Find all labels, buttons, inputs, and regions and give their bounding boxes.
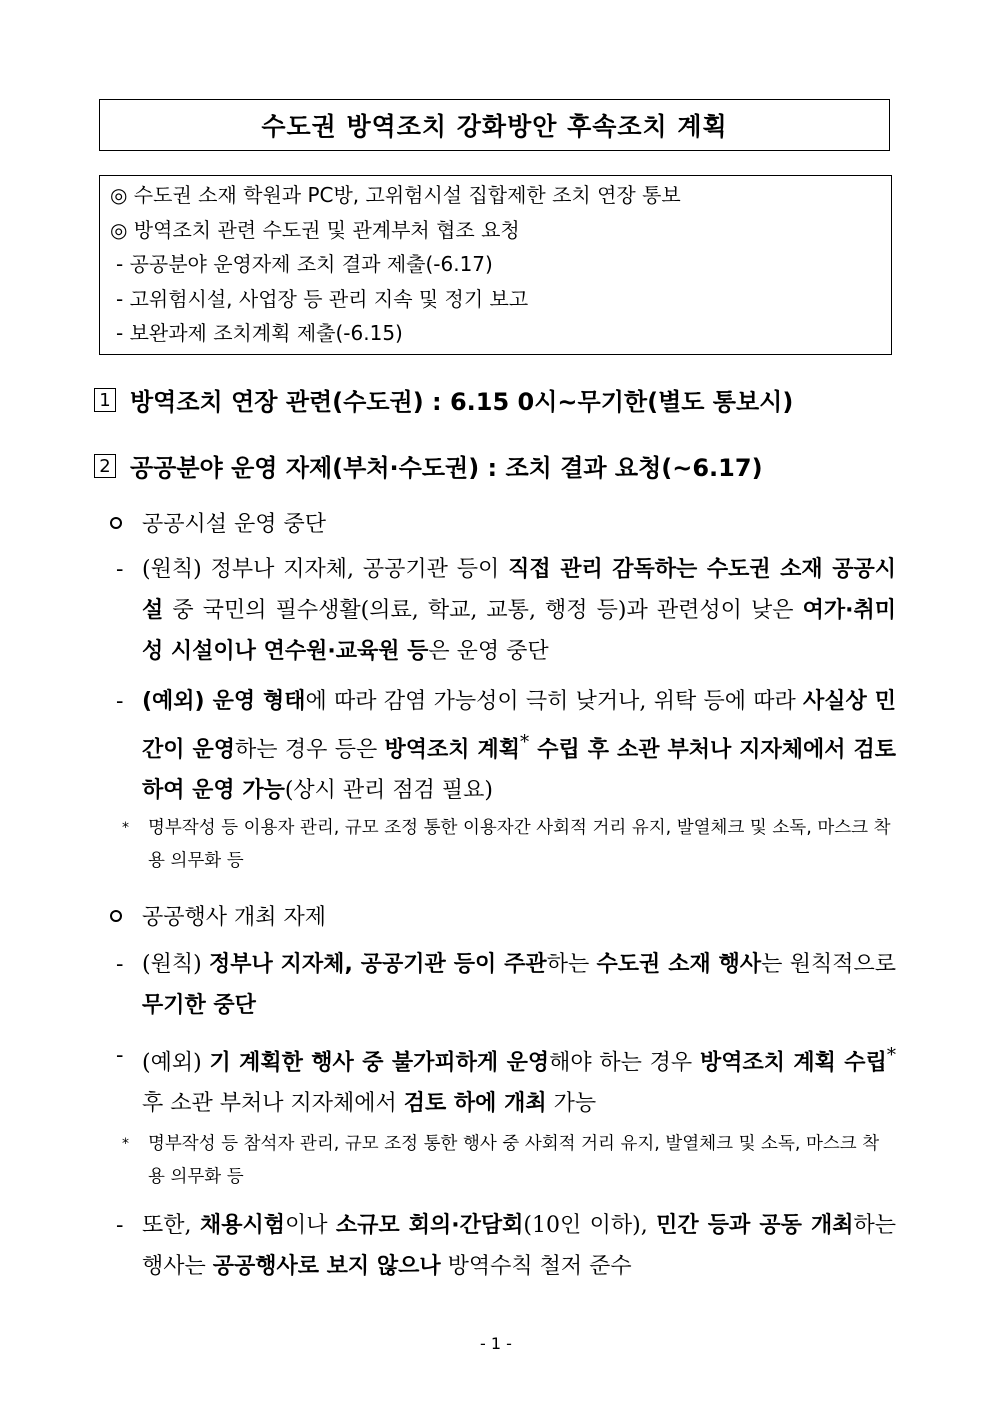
section-title: 방역조치 연장 관련(수도권) : 6.15 0시~무기한(별도 통보시) [130, 388, 794, 416]
item-text: 해야 하는 경우 [549, 1050, 700, 1076]
footnote-text: 명부작성 등 참석자 관리, 규모 조정 통한 행사 중 사회적 거리 유지, 발열체크 및 소독, 마스크 착용 의무화 등 [148, 1134, 880, 1187]
item-emphasis: 방역조치 계획 [384, 737, 521, 763]
list-item [116, 549, 896, 672]
item-text: 은 운영 중단 [428, 639, 549, 664]
footnote-star: * [122, 1136, 129, 1152]
section-heading-1 [94, 382, 793, 417]
item-emphasis: 민간 등과 공동 개최 [656, 1213, 854, 1238]
footnote-mark: * [886, 1045, 896, 1066]
item-emphasis: 방역조치 계획 수립 [699, 1050, 887, 1076]
dash-marker: - [116, 1213, 124, 1238]
item-emphasis: 소규모 회의·간담회 [335, 1213, 524, 1238]
summary-line: - 보완과제 조치계획 제출(-6.15) [116, 321, 403, 345]
item-text: 이나 [284, 1213, 336, 1238]
item-text: 하는 [546, 952, 597, 977]
circle-bullet-icon [110, 910, 122, 922]
document-title: 수도권 방역조치 강화방안 후속조치 계획 [99, 99, 890, 151]
bullet-heading [110, 507, 326, 538]
summary-line: ◎ 방역조치 관련 수도권 및 관계부처 협조 요청 [110, 217, 520, 242]
item-text: 중 국민의 필수생활(의료, 학교, 교통, 행정 등)과 관련성이 낮은 [163, 598, 803, 623]
item-emphasis: 공공행사로 보지 않으나 [212, 1254, 441, 1279]
item-emphasis: (예외) [142, 689, 213, 714]
item-emphasis: 기 계획한 행사 중 불가피하게 운영 [209, 1050, 550, 1076]
item-emphasis: 여가·취미성 시설이나 연수원·교육원 등 [142, 598, 896, 664]
section-number: 1 [94, 388, 116, 412]
list-item [116, 1035, 896, 1124]
item-emphasis: 채용시험 [199, 1213, 285, 1238]
list-item [116, 1205, 896, 1287]
page-number: - 1 - [480, 1334, 512, 1353]
item-text: 방역수칙 철저 준수 [440, 1254, 632, 1279]
item-emphasis: 수도권 소재 행사 [596, 952, 762, 977]
bullet-label: 공공행사 개최 자제 [142, 905, 327, 930]
item-emphasis: 검토 하에 개최 [403, 1091, 547, 1117]
section-heading-2 [94, 448, 763, 483]
item-emphasis: 사실상 민간이 운영 [142, 689, 896, 763]
section-title: 공공분야 운영 자제(부처·수도권) : 조치 결과 요청(~6.17) [130, 454, 763, 482]
dash-marker: - [116, 952, 124, 977]
bullet-heading [110, 900, 326, 931]
circle-bullet-icon [110, 517, 122, 529]
item-text: (상시 관리 점검 필요) [284, 778, 494, 804]
footnote-mark: * [520, 732, 530, 753]
footnote [122, 1128, 896, 1194]
dash-marker: - [116, 689, 124, 714]
item-text: 하는 경우 등은 [235, 737, 385, 763]
footnote [122, 812, 896, 878]
summary-line: - 고위험시설, 사업장 등 관리 지속 및 정기 보고 [116, 286, 529, 311]
footnote-star: * [122, 820, 129, 836]
dash-marker: - [116, 1043, 124, 1068]
summary-line: - 공공분야 운영자제 조치 결과 제출(-6.17) [116, 252, 493, 276]
item-emphasis: 무기한 중단 [142, 993, 256, 1018]
item-text: 하는 행사는 [142, 1213, 896, 1279]
item-text: (원칙) [142, 952, 209, 977]
summary-box [99, 175, 892, 355]
item-emphasis: 수립 후 소관 부처나 지자체에서 검토하여 운영 가능 [142, 737, 896, 804]
item-text: 가능 [546, 1091, 597, 1117]
item-text: 후 소관 부처나 지자체에서 [142, 1091, 404, 1117]
bullet-label: 공공시설 운영 중단 [142, 512, 327, 537]
item-emphasis: 운영 형태 [212, 689, 306, 714]
section-number: 2 [94, 454, 116, 478]
item-text: (예외) [142, 1050, 210, 1076]
item-text: (원칙) 정부나 지자체, 공공기관 등이 [142, 557, 509, 582]
item-text: 에 따라 감염 가능성이 극히 낮거나, 위탁 등에 따라 [305, 689, 804, 714]
item-text: (10인 이하), [523, 1213, 657, 1238]
dash-marker: - [116, 557, 124, 582]
item-emphasis: 정부나 지자체, 공공기관 등이 주관 [208, 952, 547, 977]
footnote-text: 명부작성 등 이용자 관리, 규모 조정 통한 이용자간 사회적 거리 유지, 발열체크 및 소독, 마스크 착용 의무화 등 [148, 818, 891, 871]
list-item [116, 681, 896, 811]
summary-line: ◎ 수도권 소재 학원과 PC방, 고위험시설 집합제한 조치 연장 통보 [110, 183, 681, 207]
item-text: 는 원칙적으로 [761, 952, 896, 977]
item-text: 또한, [142, 1213, 200, 1238]
list-item [116, 944, 896, 1026]
item-emphasis: 직접 관리 감독하는 수도권 소재 공공시설 [142, 557, 896, 623]
